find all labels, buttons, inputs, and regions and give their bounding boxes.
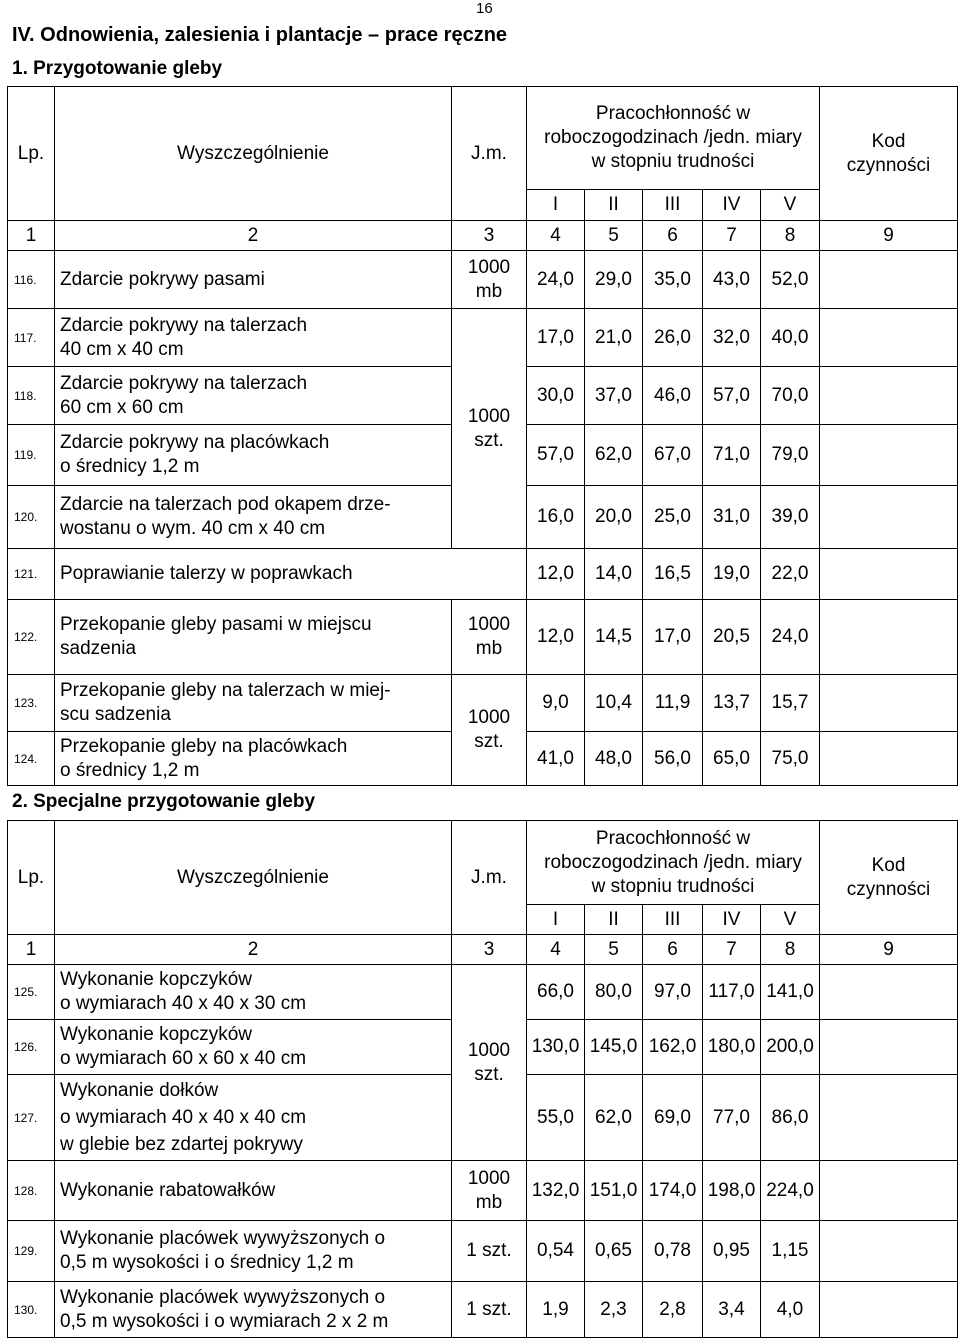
- row-description: Zdarcie pokrywy na talerzach 40 cm x 40 cm: [55, 309, 452, 367]
- value-cell: 29,0: [585, 251, 643, 309]
- value-cell: 46,0: [643, 367, 703, 425]
- value-cell: 52,0: [761, 251, 820, 309]
- value-cell: 2,3: [585, 1282, 643, 1338]
- column-number: 7: [703, 935, 761, 965]
- row-unit: 1000 szt.: [452, 309, 527, 549]
- row-description: Zdarcie pokrywy pasami: [55, 251, 452, 309]
- code-cell: [820, 1020, 958, 1075]
- degree-label: III: [643, 190, 703, 221]
- value-cell: 198,0: [703, 1161, 761, 1221]
- header-code: Kod czynności: [820, 821, 958, 935]
- value-cell: 97,0: [643, 965, 703, 1020]
- value-cell: 37,0: [585, 367, 643, 425]
- header-lp: Lp.: [8, 87, 55, 221]
- row-number: 121.: [8, 549, 55, 600]
- code-cell: [820, 251, 958, 309]
- value-cell: 26,0: [643, 309, 703, 367]
- value-cell: 20,5: [703, 600, 761, 675]
- value-cell: 1,9: [527, 1282, 585, 1338]
- code-cell: [820, 549, 958, 600]
- table-row: [8, 965, 958, 1020]
- header-labor: Pracochłonność w roboczogodzinach /jedn. miary w stopniu trudności: [527, 87, 820, 190]
- degree-label: V: [761, 190, 820, 221]
- row-number: 130.: [8, 1282, 55, 1338]
- code-cell: [820, 1221, 958, 1282]
- value-cell: 174,0: [643, 1161, 703, 1221]
- table-row: [8, 251, 958, 309]
- row-number: 118.: [8, 367, 55, 425]
- row-unit: 1 szt.: [452, 1282, 527, 1338]
- code-cell: [820, 1161, 958, 1221]
- value-cell: 57,0: [527, 425, 585, 486]
- column-number: 2: [55, 935, 452, 965]
- value-cell: 117,0: [703, 965, 761, 1020]
- value-cell: 9,0: [527, 675, 585, 732]
- column-number: 1: [8, 221, 55, 251]
- column-number: 3: [452, 221, 527, 251]
- value-cell: 0,65: [585, 1221, 643, 1282]
- table-row: [8, 1221, 958, 1282]
- row-unit: 1000 szt.: [452, 675, 527, 786]
- row-unit: 1 szt.: [452, 1221, 527, 1282]
- value-cell: 57,0: [703, 367, 761, 425]
- degree-label: I: [527, 905, 585, 935]
- code-cell: [820, 732, 958, 786]
- value-cell: 13,7: [703, 675, 761, 732]
- code-cell: [820, 965, 958, 1020]
- value-cell: 3,4: [703, 1282, 761, 1338]
- value-cell: 16,5: [643, 549, 703, 600]
- table-row: [8, 600, 958, 675]
- row-number: 117.: [8, 309, 55, 367]
- row-description: Zdarcie pokrywy na placówkach o średnicy 1,2 m: [55, 425, 452, 486]
- section-title: IV. Odnowienia, zalesienia i plantacje – prace ręczne: [12, 24, 508, 46]
- value-cell: 40,0: [761, 309, 820, 367]
- value-cell: 32,0: [703, 309, 761, 367]
- row-number: 123.: [8, 675, 55, 732]
- value-cell: 70,0: [761, 367, 820, 425]
- code-cell: [820, 675, 958, 732]
- value-cell: 224,0: [761, 1161, 820, 1221]
- row-description: Przekopanie gleby na placówkach o średnicy 1,2 m: [55, 732, 452, 786]
- subsection-2-title: 2. Specjalne przygotowanie gleby: [12, 791, 316, 812]
- row-description: Poprawianie talerzy w poprawkach: [55, 549, 527, 600]
- value-cell: 30,0: [527, 367, 585, 425]
- value-cell: 130,0: [527, 1020, 585, 1075]
- header-labor: Pracochłonność w roboczogodzinach /jedn. miary w stopniu trudności: [527, 821, 820, 905]
- value-cell: 62,0: [585, 425, 643, 486]
- table-row: [8, 1282, 958, 1338]
- value-cell: 31,0: [703, 486, 761, 549]
- code-cell: [820, 309, 958, 367]
- value-cell: 15,7: [761, 675, 820, 732]
- value-cell: 65,0: [703, 732, 761, 786]
- row-unit: 1000 mb: [452, 251, 527, 309]
- value-cell: 48,0: [585, 732, 643, 786]
- code-cell: [820, 1282, 958, 1338]
- table-row: [8, 675, 958, 732]
- value-cell: 141,0: [761, 965, 820, 1020]
- row-number: 129.: [8, 1221, 55, 1282]
- value-cell: 162,0: [643, 1020, 703, 1075]
- column-number: 9: [820, 935, 958, 965]
- value-cell: 25,0: [643, 486, 703, 549]
- value-cell: 71,0: [703, 425, 761, 486]
- degree-label: II: [585, 905, 643, 935]
- table-row: [8, 1161, 958, 1221]
- value-cell: 75,0: [761, 732, 820, 786]
- value-cell: 80,0: [585, 965, 643, 1020]
- value-cell: 79,0: [761, 425, 820, 486]
- value-cell: 151,0: [585, 1161, 643, 1221]
- code-cell: [820, 486, 958, 549]
- value-cell: 24,0: [527, 251, 585, 309]
- column-number: 1: [8, 935, 55, 965]
- value-cell: 0,95: [703, 1221, 761, 1282]
- value-cell: 62,0: [585, 1075, 643, 1161]
- value-cell: 0,54: [527, 1221, 585, 1282]
- degree-label: II: [585, 190, 643, 221]
- row-number: 124.: [8, 732, 55, 786]
- row-description: Wykonanie kopczyków o wymiarach 40 x 40 x 30 cm: [55, 965, 452, 1020]
- row-unit: 1000 szt.: [452, 965, 527, 1161]
- code-cell: [820, 367, 958, 425]
- value-cell: 12,0: [527, 549, 585, 600]
- value-cell: 67,0: [643, 425, 703, 486]
- value-cell: 56,0: [643, 732, 703, 786]
- value-cell: 0,78: [643, 1221, 703, 1282]
- row-description: Wykonanie placówek wywyższonych o 0,5 m wysokości i o wymiarach 2 x 2 m: [55, 1282, 452, 1338]
- row-number: 125.: [8, 965, 55, 1020]
- value-cell: 132,0: [527, 1161, 585, 1221]
- row-unit: 1000 mb: [452, 600, 527, 675]
- row-number: 119.: [8, 425, 55, 486]
- subsection-1-title: 1. Przygotowanie gleby: [12, 58, 223, 79]
- value-cell: 35,0: [643, 251, 703, 309]
- value-cell: 14,5: [585, 600, 643, 675]
- value-cell: 12,0: [527, 600, 585, 675]
- row-description: Wykonanie rabatowałków: [55, 1161, 452, 1221]
- column-number: 9: [820, 221, 958, 251]
- row-description: Wykonanie kopczyków o wymiarach 60 x 60 x 40 cm: [55, 1020, 452, 1075]
- column-number: 7: [703, 221, 761, 251]
- row-number: 128.: [8, 1161, 55, 1221]
- value-cell: 11,9: [643, 675, 703, 732]
- header-lp: Lp.: [8, 821, 55, 935]
- value-cell: 17,0: [527, 309, 585, 367]
- row-number: 120.: [8, 486, 55, 549]
- row-description: Przekopanie gleby pasami w miejscu sadzenia: [55, 600, 452, 675]
- value-cell: 200,0: [761, 1020, 820, 1075]
- value-cell: 41,0: [527, 732, 585, 786]
- degree-label: V: [761, 905, 820, 935]
- value-cell: 2,8: [643, 1282, 703, 1338]
- value-cell: 16,0: [527, 486, 585, 549]
- degree-label: IV: [703, 190, 761, 221]
- column-number: 6: [643, 221, 703, 251]
- row-unit: 1000 mb: [452, 1161, 527, 1221]
- row-number: 127.: [8, 1075, 55, 1161]
- value-cell: 145,0: [585, 1020, 643, 1075]
- soil-preparation-table: [7, 86, 958, 786]
- value-cell: 39,0: [761, 486, 820, 549]
- value-cell: 43,0: [703, 251, 761, 309]
- row-description: Wykonanie dołków o wymiarach 40 x 40 x 40 cm w glebie bez zdartej pokrywy: [55, 1075, 452, 1161]
- code-cell: [820, 425, 958, 486]
- value-cell: 24,0: [761, 600, 820, 675]
- degree-label: III: [643, 905, 703, 935]
- header-description: Wyszczególnienie: [55, 87, 452, 221]
- row-description: Zdarcie na talerzach pod okapem drze- wostanu o wym. 40 cm x 40 cm: [55, 486, 452, 549]
- degree-label: I: [527, 190, 585, 221]
- value-cell: 66,0: [527, 965, 585, 1020]
- column-number: 6: [643, 935, 703, 965]
- value-cell: 86,0: [761, 1075, 820, 1161]
- degree-label: IV: [703, 905, 761, 935]
- row-description: Przekopanie gleby na talerzach w miej- scu sadzenia: [55, 675, 452, 732]
- table-row: [8, 549, 958, 600]
- value-cell: 21,0: [585, 309, 643, 367]
- header-description: Wyszczególnienie: [55, 821, 452, 935]
- page-number: 16: [476, 0, 493, 17]
- value-cell: 14,0: [585, 549, 643, 600]
- row-description: Zdarcie pokrywy na talerzach 60 cm x 60 cm: [55, 367, 452, 425]
- column-number: 3: [452, 935, 527, 965]
- column-number: 2: [55, 221, 452, 251]
- header-code: Kod czynności: [820, 87, 958, 221]
- column-number: 4: [527, 935, 585, 965]
- header-unit: J.m.: [452, 821, 527, 935]
- value-cell: 4,0: [761, 1282, 820, 1338]
- header-unit: J.m.: [452, 87, 527, 221]
- value-cell: 20,0: [585, 486, 643, 549]
- value-cell: 77,0: [703, 1075, 761, 1161]
- column-number: 8: [761, 935, 820, 965]
- column-number: 5: [585, 221, 643, 251]
- value-cell: 180,0: [703, 1020, 761, 1075]
- value-cell: 10,4: [585, 675, 643, 732]
- row-number: 126.: [8, 1020, 55, 1075]
- value-cell: 1,15: [761, 1221, 820, 1282]
- special-soil-preparation-table: [7, 820, 958, 1338]
- row-number: 116.: [8, 251, 55, 309]
- value-cell: 22,0: [761, 549, 820, 600]
- code-cell: [820, 1075, 958, 1161]
- column-number: 8: [761, 221, 820, 251]
- column-number: 4: [527, 221, 585, 251]
- value-cell: 69,0: [643, 1075, 703, 1161]
- value-cell: 17,0: [643, 600, 703, 675]
- table-row: [8, 309, 958, 367]
- row-description: Wykonanie placówek wywyższonych o 0,5 m wysokości i o średnicy 1,2 m: [55, 1221, 452, 1282]
- code-cell: [820, 600, 958, 675]
- value-cell: 19,0: [703, 549, 761, 600]
- column-number: 5: [585, 935, 643, 965]
- value-cell: 55,0: [527, 1075, 585, 1161]
- row-number: 122.: [8, 600, 55, 675]
